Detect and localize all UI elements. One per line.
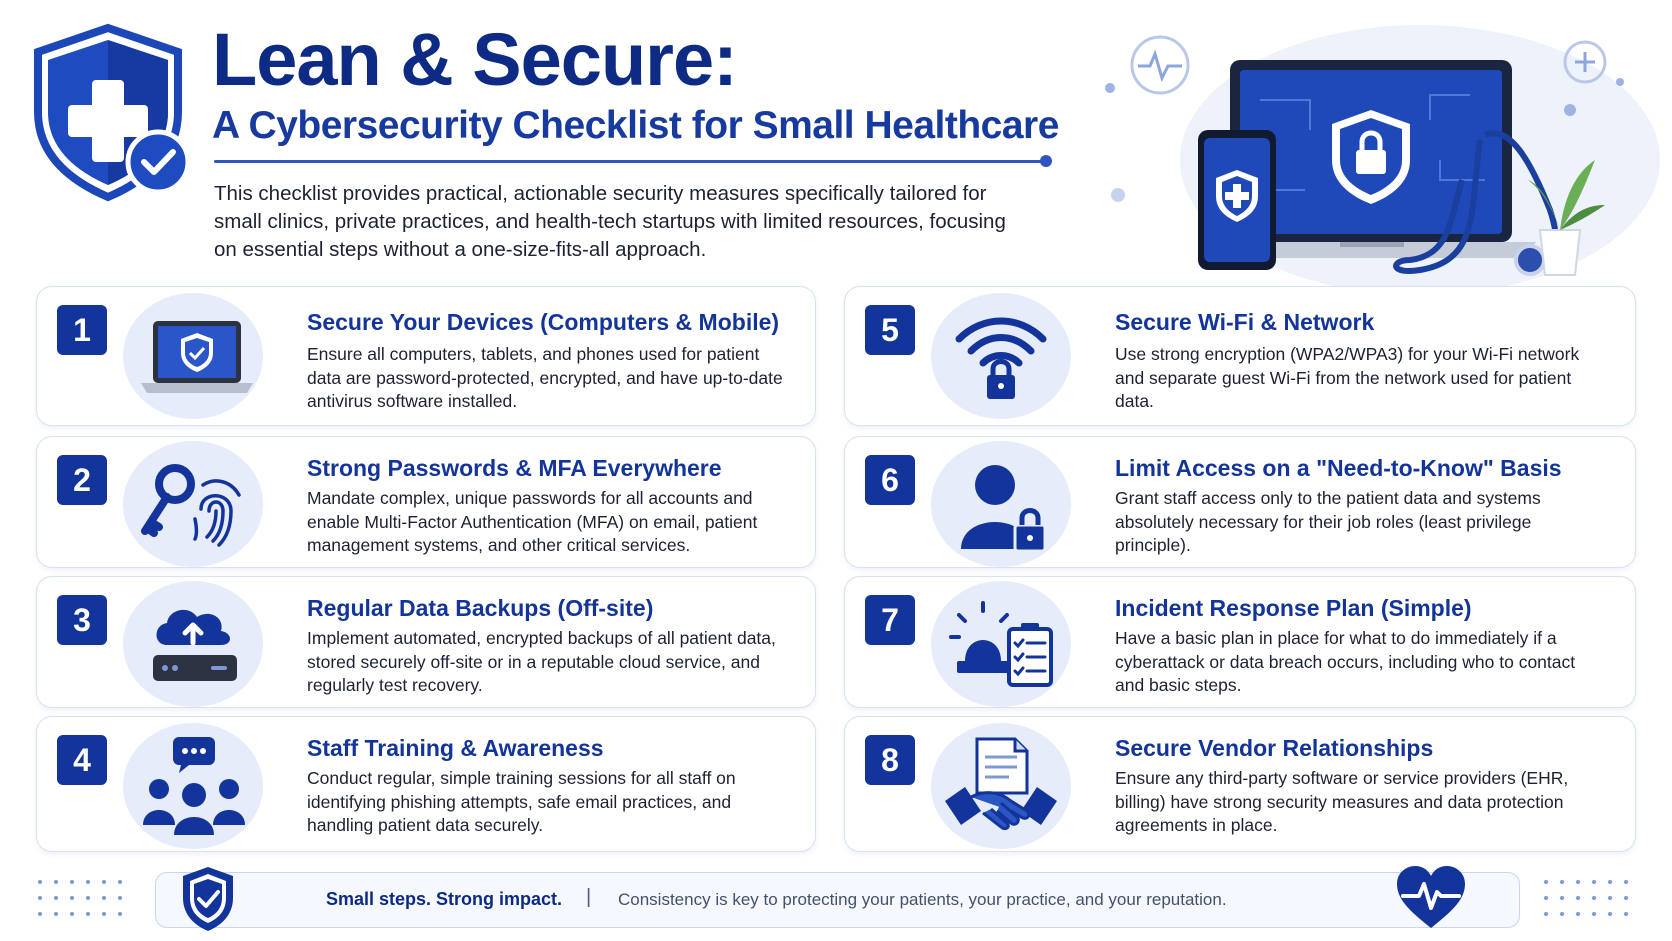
team-chat-icon: [123, 723, 263, 849]
checklist-card-5: [844, 286, 1636, 426]
checklist-card-7: [844, 576, 1636, 708]
item-title: Incident Response Plan (Simple): [1115, 595, 1472, 621]
item-number: 8: [865, 735, 915, 785]
item-body: Have a basic plan in place for what to do immediately if a cyberattack or data breach occurs, including who to contact and basic steps.: [1115, 628, 1576, 695]
title-divider: [214, 160, 1044, 163]
item-body: Use strong encryption (WPA2/WPA3) for your Wi-Fi network and separate guest Wi-Fi from the network used for patient data.: [1115, 344, 1580, 411]
key-fingerprint-icon: [123, 441, 263, 567]
decorative-dots-right: [1544, 880, 1640, 928]
item-title: Limit Access on a "Need-to-Know" Basis: [1115, 455, 1562, 481]
footer-tagline: Small steps. Strong impact.: [326, 889, 563, 909]
item-body: Conduct regular, simple training sessions for all staff on identifying phishing attempts, safe email practices, and handling patient data securely.: [307, 768, 736, 835]
item-number: 6: [865, 455, 915, 505]
item-number: 7: [865, 595, 915, 645]
checklist-card-6: [844, 436, 1636, 568]
item-number: 5: [865, 305, 915, 355]
item-body: Grant staff access only to the patient data and systems absolutely necessary for their job roles (least privilege principle).: [1115, 488, 1541, 555]
page-title: Lean & Secure:: [212, 18, 737, 101]
item-title: Regular Data Backups (Off-site): [307, 595, 654, 621]
item-body: Ensure any third-party software or service providers (EHR, billing) have strong security measures and data protection agreements in place.: [1115, 768, 1569, 835]
item-number: 4: [57, 735, 107, 785]
decorative-dots-left: [38, 880, 134, 928]
alarm-checklist-icon: [931, 581, 1071, 707]
footer-separator: |: [586, 886, 592, 908]
item-body: Implement automated, encrypted backups of all patient data, stored securely off-site or in a reputable cloud service, and regularly test recovery.: [307, 628, 776, 695]
item-number: 2: [57, 455, 107, 505]
checklist-card-2: [36, 436, 816, 568]
laptop-shield-icon: [123, 293, 263, 419]
item-title: Strong Passwords & MFA Everywhere: [307, 455, 722, 481]
cloud-backup-icon: [123, 581, 263, 707]
item-title: Secure Wi-Fi & Network: [1115, 309, 1375, 335]
checklist-card-4: [36, 716, 816, 852]
item-title: Secure Vendor Relationships: [1115, 735, 1434, 761]
wifi-lock-icon: [931, 293, 1071, 419]
item-title: Secure Your Devices (Computers & Mobile): [307, 309, 780, 335]
item-number: 3: [57, 595, 107, 645]
medical-shield-icon: [28, 22, 198, 202]
title-divider-dot: [1040, 155, 1052, 167]
page-subtitle: A Cybersecurity Checklist for Small Healthcare: [212, 104, 1059, 147]
heart-pulse-icon: [1393, 862, 1469, 932]
checklist-card-3: [36, 576, 816, 708]
shield-check-icon: [178, 864, 238, 934]
item-title: Staff Training & Awareness: [307, 735, 604, 761]
user-lock-icon: [931, 441, 1071, 567]
hero-illustration: [1090, 10, 1662, 300]
handshake-document-icon: [931, 723, 1071, 849]
item-body: Ensure all computers, tablets, and phones used for patient data are password-protected, encrypted, and have up-to-date antivirus software installed.: [307, 344, 783, 411]
checklist-card-8: [844, 716, 1636, 852]
item-body: Mandate complex, unique passwords for all accounts and enable Multi-Factor Authentication (MFA) on email, patient management systems, and other critical services.: [307, 488, 758, 555]
footer-message: Consistency is key to protecting your patients, your practice, and your reputation.: [618, 890, 1227, 909]
item-number: 1: [57, 305, 107, 355]
checklist-card-1: [36, 286, 816, 426]
intro-paragraph: This checklist provides practical, actionable security measures specifically tailored for small clinics, private practices, and health-tech startups with limited resources, focusing on essential steps without a one-size-fits-all approach.: [214, 182, 1006, 261]
